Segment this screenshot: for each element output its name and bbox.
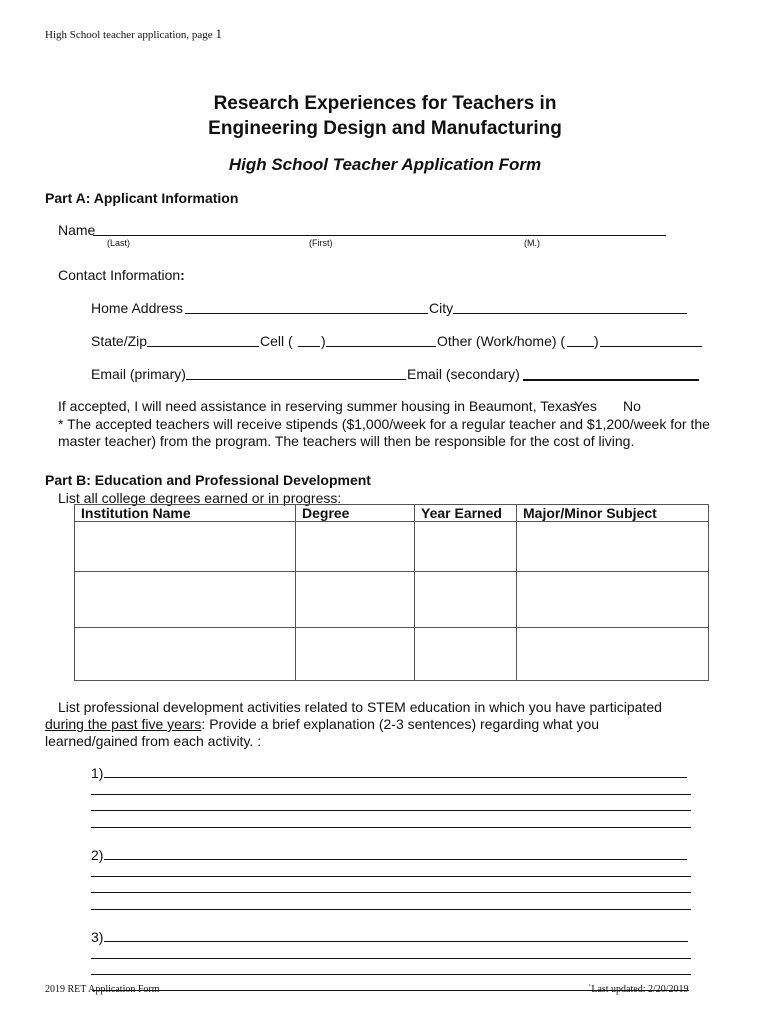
- column-header-major-minor: Major/Minor Subject: [517, 505, 709, 522]
- pd-prompt-line-3: learned/gained from each activity. :: [45, 733, 262, 749]
- table-cell[interactable]: [415, 572, 517, 628]
- table-cell[interactable]: [296, 572, 415, 628]
- name-first-sublabel: (First): [309, 238, 333, 248]
- activity-1-line-4[interactable]: [91, 827, 691, 828]
- column-header-institution: Institution Name: [75, 505, 296, 522]
- running-head-text: High School teacher application, page: [45, 29, 213, 41]
- state-zip-field[interactable]: [147, 346, 259, 347]
- running-head: [45, 26, 222, 42]
- page-number: 1: [215, 26, 222, 41]
- pd-prompt-line-2-rest: : Provide a brief explanation (2-3 sentences) regarding what you: [201, 716, 600, 732]
- table-cell[interactable]: [517, 522, 709, 572]
- column-header-degree: Degree: [296, 505, 415, 522]
- email-primary-field[interactable]: [186, 379, 406, 380]
- cell-number-field[interactable]: [326, 346, 436, 347]
- activity-2-line-3[interactable]: [91, 892, 691, 893]
- activity-1-line-1[interactable]: [104, 777, 687, 778]
- contact-info-colon: :: [180, 267, 185, 283]
- table-row: [75, 522, 709, 572]
- activity-2-line-1[interactable]: [104, 859, 687, 860]
- email-secondary-field[interactable]: [523, 379, 699, 381]
- pd-prompt-emphasis: during the past five years: [45, 716, 202, 732]
- name-last-sublabel: (Last): [107, 238, 131, 248]
- footer-right: `Last updated: 2/20/2019: [588, 984, 689, 995]
- table-cell[interactable]: [517, 628, 709, 681]
- stipend-note-line-1: * The accepted teachers will receive stipends ($1,000/week for a regular teacher and $1,200/week for the: [58, 416, 710, 432]
- table-row: [75, 628, 709, 681]
- activity-1-line-2[interactable]: [91, 794, 691, 795]
- document-title-line-1: Research Experiences for Teachers in: [213, 93, 557, 114]
- degrees-table-header-row: [75, 505, 709, 522]
- table-cell[interactable]: [517, 572, 709, 628]
- other-phone-label: Other (Work/home) (: [437, 333, 566, 349]
- contact-info-text: Contact Information: [58, 267, 181, 283]
- other-close-paren: ): [594, 333, 599, 349]
- pd-prompt-line-2: [45, 716, 599, 732]
- activity-3-line-2[interactable]: [91, 958, 691, 959]
- activity-3-line-1[interactable]: [104, 941, 688, 942]
- other-area-code-field[interactable]: [567, 346, 594, 347]
- name-field[interactable]: [93, 235, 666, 236]
- table-cell[interactable]: [75, 628, 296, 681]
- table-cell[interactable]: [296, 628, 415, 681]
- table-cell[interactable]: [75, 522, 296, 572]
- activity-3-line-3[interactable]: [91, 974, 691, 975]
- housing-question: If accepted, I will need assistance in reserving summer housing in Beaumont, Texas.: [58, 398, 581, 414]
- state-zip-label: State/Zip: [91, 333, 148, 349]
- name-label: Name: [58, 222, 96, 238]
- part-a-heading: Part A: Applicant Information: [45, 190, 239, 206]
- table-row: [75, 572, 709, 628]
- other-phone-field[interactable]: [600, 346, 702, 347]
- contact-info-label: [58, 267, 185, 283]
- housing-no-option[interactable]: No: [623, 398, 641, 414]
- activity-3-label: 3): [91, 929, 104, 945]
- footer-left: 2019 RET Application Form: [45, 984, 160, 995]
- city-label: City: [429, 300, 454, 316]
- name-middle-sublabel: (M.): [524, 238, 540, 248]
- email-primary-label: Email (primary): [91, 366, 186, 382]
- column-header-year-earned: Year Earned: [415, 505, 517, 522]
- degrees-prompt: List all college degrees earned or in progress:: [58, 490, 342, 506]
- table-cell[interactable]: [415, 522, 517, 572]
- part-b-heading: Part B: Education and Professional Development: [45, 472, 371, 488]
- table-cell[interactable]: [415, 628, 517, 681]
- activity-2-label: 2): [91, 847, 104, 863]
- activity-1-line-3[interactable]: [91, 810, 691, 811]
- table-cell[interactable]: [296, 522, 415, 572]
- city-field[interactable]: [453, 313, 687, 314]
- cell-label: Cell (: [260, 333, 293, 349]
- degrees-table: [74, 504, 709, 681]
- stipend-note-line-2: master teacher) from the program. The teachers will then be responsible for the cost of living.: [58, 433, 635, 449]
- housing-yes-option[interactable]: Yes: [574, 398, 597, 414]
- activity-2-line-4[interactable]: [91, 909, 691, 910]
- home-address-field[interactable]: [185, 313, 428, 314]
- document-subtitle: High School Teacher Application Form: [228, 155, 542, 174]
- activity-1-label: 1): [91, 765, 104, 781]
- table-cell[interactable]: [75, 572, 296, 628]
- cell-close-paren: ): [321, 333, 326, 349]
- home-address-label: Home Address: [91, 300, 183, 316]
- pd-prompt-line-1: List professional development activities related to STEM education in which you have participated: [58, 699, 662, 715]
- email-secondary-label: Email (secondary): [407, 366, 520, 382]
- activity-2-line-2[interactable]: [91, 876, 691, 877]
- document-title-line-2: Engineering Design and Manufacturing: [208, 118, 562, 139]
- cell-area-code-field[interactable]: [298, 346, 320, 347]
